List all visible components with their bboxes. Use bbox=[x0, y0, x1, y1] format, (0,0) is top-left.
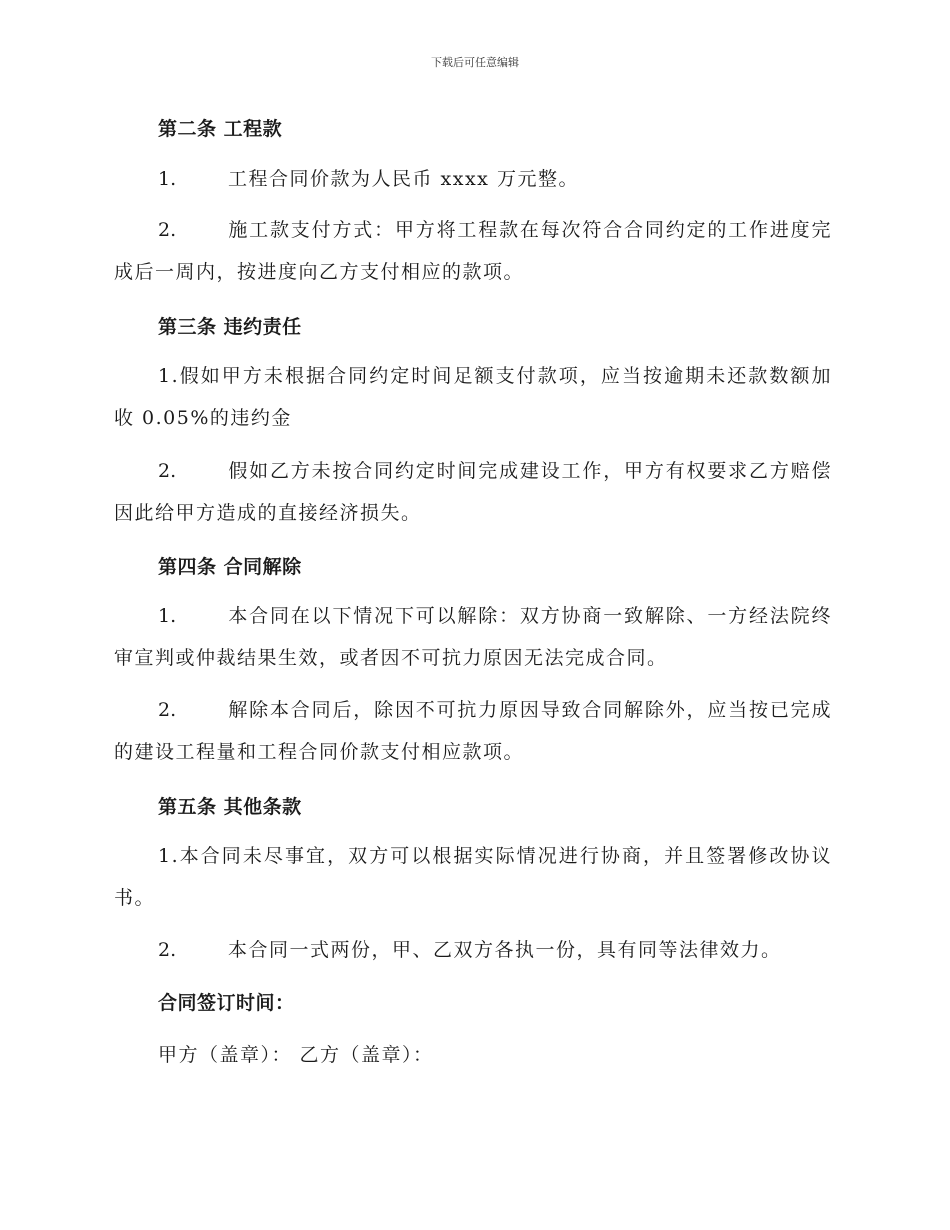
clause-number: 2. bbox=[158, 219, 177, 241]
clause-4-2 bbox=[114, 689, 832, 773]
clause-4-1 bbox=[114, 595, 832, 679]
clause-5-2 bbox=[114, 929, 832, 971]
clause-5-1 bbox=[114, 835, 832, 919]
clause-3-1 bbox=[114, 355, 832, 439]
clause-number: 2. bbox=[158, 699, 177, 721]
page-header-note: 下载后可任意编辑 bbox=[431, 56, 519, 69]
clause-number: 2. bbox=[158, 939, 177, 961]
clause-text: 假如乙方未按合同约定时间完成建设工作，甲方有权要求乙方赔偿因此给甲方造成的直接经济损失。 bbox=[114, 460, 832, 524]
clause-text: 工程合同价款为人民币 xxxx 万元整。 bbox=[228, 168, 579, 190]
clause-number: 1. bbox=[158, 605, 177, 627]
clause-2-2 bbox=[114, 209, 832, 293]
clause-text: 1.假如甲方未根据合同约定时间足额支付款项，应当按逾期未还款数额加收 0.05%的违约金 bbox=[114, 365, 832, 429]
section-heading-4: 第四条 合同解除 bbox=[158, 556, 302, 578]
clause-2-1 bbox=[114, 158, 832, 200]
clause-3-2 bbox=[114, 450, 832, 534]
clause-text: 1.本合同未尽事宜，双方可以根据实际情况进行协商，并且签署修改协议书。 bbox=[114, 845, 832, 909]
clause-text: 解除本合同后，除因不可抗力原因导致合同解除外，应当按已完成的建设工程量和工程合同价款支付相应款项。 bbox=[114, 699, 832, 763]
section-heading-5: 第五条 其他条款 bbox=[158, 796, 302, 818]
section-heading-3: 第三条 违约责任 bbox=[158, 316, 302, 338]
clause-number: 2. bbox=[158, 460, 177, 482]
signing-heading: 合同签订时间： bbox=[158, 992, 295, 1014]
section-heading-2: 第二条 工程款 bbox=[158, 118, 283, 140]
clause-text: 本合同一式两份，甲、乙双方各执一份，具有同等法律效力。 bbox=[228, 939, 782, 961]
signing-parties: 甲方（盖章）： 乙方（盖章）： bbox=[158, 1044, 434, 1066]
clause-text: 本合同在以下情况下可以解除：双方协商一致解除、一方经法院终审宣判或仲裁结果生效，或者因不可抗力原因无法完成合同。 bbox=[114, 605, 832, 669]
clause-text: 施工款支付方式：甲方将工程款在每次符合合同约定的工作进度完成后一周内，按进度向乙方支付相应的款项。 bbox=[114, 219, 832, 283]
clause-number: 1. bbox=[158, 168, 177, 190]
